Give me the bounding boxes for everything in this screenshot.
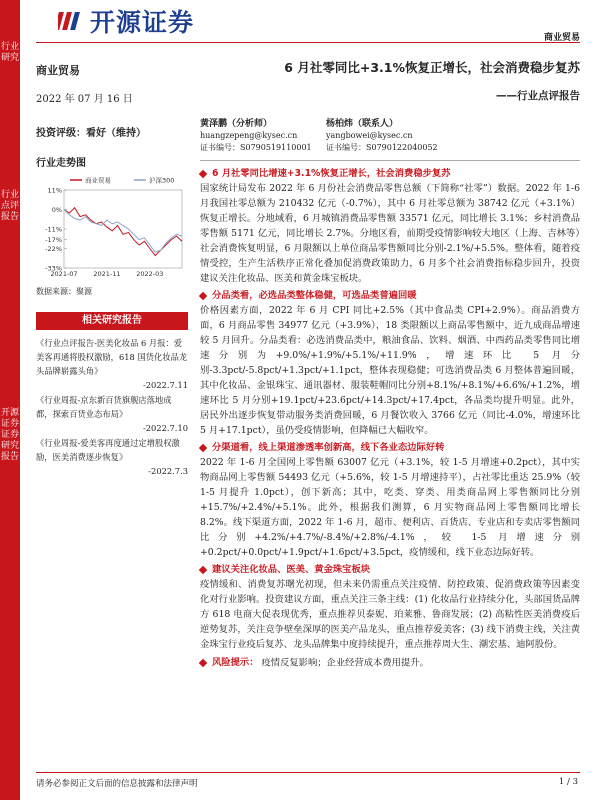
- trend-chart-svg: [36, 172, 186, 282]
- risk-heading: 风险提示：: [200, 655, 259, 670]
- section-paragraph: 价格因素方面，2022 年 6 月 CPI 同比+2.5%（其中食品类 CPI+2.9%）。商品消费方面，6 月商品零售 34977 亿元（+3.9%），18 类限额以上商品零售额中，近九成商品增速较 5 月回升。分品类看：必选消费品类中，粮油食品、饮料、烟酒、中西药品类零售同比增速分别为+9.0%/+1.9%/+5.1%/+11.9%，增速环比 5 月分别-3.3pct/-5.8pct/+1.3pct/+1.1pct，整体表现稳健；可选消费品类 6 月整体普遍回暖，其中化妆品、金银珠宝、通讯器材、服装鞋帽同比分别+8.1%/+8.1%/+6.6%/+1.2%，增速环比 5 月分别+19.1pct/+23.6pct/+14.3pct/+17.4pct，各品类均提升明显。此外，居民外出逐步恢复带动服务类消费回暖，6 月餐饮收入 3766 亿元（同比-4.0%，增速环比 5 月+17.1pct），虽仍受疫情影响，但降幅已大幅收窄。: [200, 305, 580, 436]
- legend-label: 沪深300: [149, 176, 175, 185]
- brand-name: 开源证券: [90, 8, 195, 37]
- brand-mark-icon: [58, 8, 84, 34]
- author-cert: 证书编号：S0790122040052: [326, 143, 438, 152]
- sidebar-label-brand: 开源证券 证券研究报告: [0, 408, 19, 462]
- y-tick-label: -22%: [45, 245, 62, 253]
- related-report-text: 《行业点评报告-医美化妆品 6 月报：爱美客再通将股权激励，618 国货化妆品龙头品牌崭露头角》: [36, 338, 188, 376]
- chart-frame: [64, 190, 182, 268]
- author-name: 黄泽鹏（分析师）: [200, 119, 273, 129]
- report-subtitle: ——行业点评报告: [496, 90, 580, 102]
- section-heading: 6 月社零同比增速+3.1%恢复正增长，社会消费稳步复苏: [200, 166, 580, 181]
- author-email[interactable]: huangzepeng@kysec.cn: [200, 131, 298, 140]
- report-body: [200, 165, 580, 671]
- section-heading: 建议关注化妆品、医美、黄金珠宝板块: [200, 562, 580, 577]
- related-report-date: -2022.7.10: [142, 423, 188, 433]
- chart-source: 数据来源：聚源: [36, 287, 92, 296]
- y-tick-label: 0%: [51, 206, 62, 214]
- investment-rating: 投资评级：看好（维持）: [36, 128, 146, 139]
- author-cert: 证书编号：S0790519110001: [200, 143, 312, 152]
- diamond-bullet-icon: [199, 658, 207, 666]
- x-tick-label: 2021-11: [93, 270, 121, 278]
- left-column: [36, 50, 188, 105]
- section-paragraph: 国家统计局发布 2022 年 6 月份社会消费品零售总额（下简称“社零”）数据。2022 年 1-6 月我国社零总额为 210432 亿元（-0.7%），其中 6 月社零总额为 38742 亿元（+3.1%）恢复正增长。分地域看，6 月城镇消费品零售额 33571 亿元，同比增长 3.1%；乡村消费品零售额 5171 亿元，同比增长 2.7%。分地区看，前期受疫情影响较大地区（上海、吉林等）社会消费恢复明显，6 月限额以上单位商品零售额同比分别-2.1%/+5.5%。整体看，随着疫情受控，生产生活秩序正常化叠加促消费政策助力，6 月多个社会消费指标稳步回升，投资建议关注化妆品、医美和黄金珠宝板块。: [200, 183, 580, 284]
- diamond-bullet-icon: [199, 169, 207, 177]
- header-divider: [36, 42, 580, 43]
- y-tick-label: -33%: [45, 264, 62, 273]
- footer-disclaimer: 请务必参阅正文后面的信息披露和法律声明: [36, 779, 198, 789]
- footer-divider: [36, 772, 580, 773]
- left-sector: 商业贸易: [36, 64, 80, 77]
- diamond-bullet-icon: [199, 443, 207, 451]
- y-tick-label: -11%: [45, 225, 62, 234]
- page-number: 1 / 3: [558, 777, 578, 787]
- y-tick-label: -17%: [45, 236, 62, 245]
- related-report-text: 《行业周报-京东新百货旗舰店落地成都，探索百货业态布局》: [36, 395, 172, 419]
- section-paragraph: 疫情缓和、消费复苏曙光初现，但未来仍需重点关注疫情、防控政策、促消费政策等因素变化对行业影响。投资建议方面，重点关注三条主线：(1) 化妆品行业持续分化，头部国货品牌方 618 电商大促表现优秀，重点推荐贝泰妮、珀莱雅、鲁商发展；(2) 高粘性医美消费疫后逆势复苏，关注竞争壁垒深厚的医美产品龙头，重点推荐爱美客；(3) 线下消费主线，关注黄金珠宝行业疫后复苏、龙头品牌集中度持续提升，重点推荐周大生、潮宏基、迪阿股份。: [200, 579, 580, 650]
- related-report-date: -2022.7.11: [142, 380, 188, 390]
- report-title: 6 月社零同比+3.1%恢复正增长，社会消费稳步复苏: [284, 60, 580, 75]
- author-email[interactable]: yangbowei@kysec.cn: [326, 131, 413, 140]
- trend-chart: [36, 172, 186, 282]
- author-card: [200, 118, 312, 154]
- related-reports-list: [36, 336, 188, 479]
- section-heading: 分品类看，必选品类整体稳健，可选品类普遍回暖: [200, 288, 580, 303]
- author-card: [326, 118, 438, 154]
- related-report-item[interactable]: [36, 436, 188, 478]
- section-heading: 分渠道看，线上渠道渗透率创新高，线下各业态边际好转: [200, 440, 580, 455]
- y-tick-label: 11%: [47, 186, 62, 195]
- x-tick-label: 2021-07: [50, 270, 78, 278]
- diamond-bullet-icon: [199, 291, 207, 299]
- risk-body: 疫情反复影响；企业经营成本费用提升。: [261, 657, 429, 669]
- sidebar-label-report-type: 行业点评报告: [0, 190, 19, 222]
- risk-note: [200, 654, 580, 671]
- related-reports-title: 相关研究报告: [36, 312, 188, 330]
- author-name: 杨柏炜（联系人）: [326, 119, 399, 129]
- related-report-date: -2022.7.3: [148, 466, 188, 476]
- related-report-text: 《行业周报-爱美客再度通过定增股权激励，医美消费逐步恢复》: [36, 438, 180, 462]
- trend-title: 行业走势图: [36, 158, 86, 169]
- related-report-item[interactable]: [36, 336, 188, 392]
- related-report-item[interactable]: [36, 393, 188, 435]
- diamond-bullet-icon: [199, 565, 207, 573]
- authors-block: [200, 118, 580, 160]
- report-date: 2022 年 07 月 16 日: [36, 94, 133, 105]
- x-tick-label: 2022-03: [136, 270, 164, 278]
- brand-logo: [58, 4, 194, 38]
- sidebar: [0, 0, 20, 800]
- section-paragraph: 2022 年 1-6 月全国网上零售额 63007 亿元（+3.1%，较 1-5 月增速+0.2pct），其中实物商品网上零售额 54493 亿元（+5.6%，较 1-5 月增速持平），占社零比重达 25.9%（较 1-5 月提升 1.0pct），创下新高；其中，吃类、穿类、用类商品网上零售额同比分别+15.7%/+2.4%/+5.1%。此外，根据我们测算，6 月实物商品网上零售额同比增长 8.2%。线下渠道方面，2022 年 1-6 月，超市、便利店、百货店、专业店和专卖店零售额同比分别+4.2%/+4.7%/-8.4%/+2.8%/-4.1%，较 1-5 月增速分别+0.2pct/+0.0pct/+1.9pct/+1.6pct/+3.5pct，疫情缓和，线下业态边际好转。: [200, 457, 580, 558]
- series-line: [64, 208, 182, 256]
- authors-divider: [200, 160, 580, 161]
- legend-label: 商业贸易: [85, 176, 111, 185]
- header-sector: 商业贸易: [543, 33, 580, 43]
- sidebar-label-research: 行业研究: [0, 42, 19, 63]
